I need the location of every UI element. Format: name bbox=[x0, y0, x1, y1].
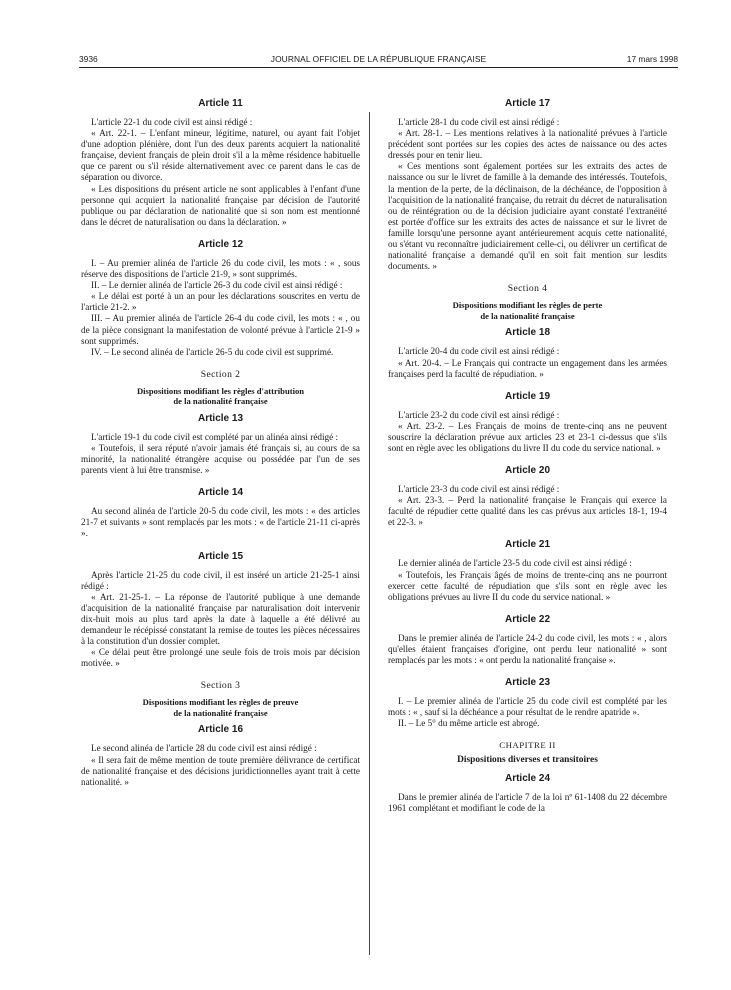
paragraph: L'article 20-4 du code civil est ainsi rédigé : bbox=[398, 346, 560, 357]
article-14 bbox=[81, 487, 360, 539]
left-column bbox=[81, 98, 360, 799]
chapter-label: CHAPITRE II bbox=[499, 740, 556, 751]
article-title: Article 15 bbox=[197, 550, 244, 562]
section-title bbox=[81, 697, 360, 718]
article-15 bbox=[81, 551, 360, 670]
article-title: Article 18 bbox=[504, 327, 551, 339]
paragraph: L'article 22-1 du code civil est ainsi rédigé : bbox=[91, 117, 253, 127]
article-title: Article 24 bbox=[504, 772, 551, 784]
paragraph: Le dernier alinéa de l'article 23-5 du code civil est ainsi rédigé : bbox=[398, 558, 632, 569]
section-title-line: Dispositions modifiant les règles d'attribution bbox=[136, 385, 305, 396]
page-number: 3936 bbox=[79, 54, 98, 64]
paragraph: Au second alinéa de l'article 20-5 du code civil, les mots : « des articles 21-7 et suivants » sont remplacés par les mots : « de l'article 21-11 ci-après ». bbox=[81, 506, 360, 539]
column-separator bbox=[369, 112, 370, 955]
article-13 bbox=[81, 413, 360, 476]
article-24 bbox=[388, 773, 667, 814]
article-20 bbox=[388, 465, 667, 528]
section-title-line: Dispositions modifiant les règles de perte bbox=[452, 300, 603, 311]
article-title: Article 16 bbox=[197, 724, 244, 736]
article-title: Article 22 bbox=[504, 613, 551, 625]
paragraph: Dans le premier alinéa de l'article 7 de la loi nº 61-1408 du 22 décembre 1961 complétant et modifiant le code de la bbox=[388, 791, 667, 813]
section-label: Section 2 bbox=[200, 368, 241, 380]
paragraph: L'article 28-1 du code civil est ainsi rédigé : bbox=[398, 117, 560, 127]
article-17 bbox=[388, 98, 667, 272]
article-11 bbox=[81, 98, 360, 228]
page-header bbox=[79, 54, 678, 68]
paragraph: « Toutefois, les Français âgés de moins de trente-cinq ans ne pourront exercer cette faculté de répudiation que s'ils sont en règle avec les obligations prévues au livre II du code du service national. » bbox=[388, 569, 667, 602]
article-title: Article 17 bbox=[504, 98, 551, 109]
journal-title: JOURNAL OFFICIEL DE LA RÉPUBLIQUE FRANÇAISE bbox=[270, 54, 487, 64]
paragraph: « Le délai est porté à un an pour les déclarations souscrites en vertu de l'article 21-2. » bbox=[81, 291, 360, 313]
section-title-line: de la nationalité française bbox=[173, 396, 268, 407]
paragraph: IV. – Le second alinéa de l'article 26-5 du code civil est supprimé. bbox=[91, 346, 334, 357]
section-label: Section 4 bbox=[507, 283, 548, 295]
paragraph: Après l'article 21-25 du code civil, il est inséré un article 21-25-1 ainsi rédigé : bbox=[81, 569, 360, 591]
paragraph: « Art. 23-3. – Perd la nationalité française le Français qui exerce la faculté de répudier cette qualité dans les cas prévus aux articles 18-1, 19-4 et 22-3. » bbox=[388, 495, 667, 528]
paragraph: « Toutefois, il sera réputé n'avoir jamais été français si, au cours de sa minorité, la nationalité étrangère acquise ou possédée par l'un de ses parents vient à lui être transmise. » bbox=[81, 442, 360, 476]
paragraph: « Art. 20-4. – Le Français qui contracte un engagement dans les armées françaises perd la faculté de répudiation. » bbox=[388, 357, 667, 379]
article-19 bbox=[388, 391, 667, 454]
paragraph: L'article 23-3 du code civil est ainsi rédigé : bbox=[398, 484, 560, 495]
paragraph: « Art. 28-1. – Les mentions relatives à la nationalité prévues à l'article précédent sont portées sur les copies des actes de naissance ou des actes dressés pour en tenir lieu. bbox=[388, 128, 667, 161]
paragraph: Le second alinéa de l'article 28 du code civil est ainsi rédigé : bbox=[91, 743, 317, 754]
article-12 bbox=[81, 239, 360, 358]
article-title: Article 11 bbox=[198, 98, 243, 109]
right-column bbox=[388, 98, 667, 825]
paragraph: « Les dispositions du présent article ne sont applicables à l'enfant d'une personne qui acquiert la nationalité française par décision de l'autorité publique ou par déclaration de nationalité que si son nom est mentionné dans le décret de naturalisation ou dans la déclaration. » bbox=[81, 183, 360, 227]
paragraph: « Ce délai peut être prolongé une seule fois de trois mois par décision motivée. » bbox=[81, 647, 360, 669]
paragraph: I. – Le premier alinéa de l'article 25 du code civil est complété par les mots : « , sauf si la déchéance a pour résultat de le rendre apatride ». bbox=[388, 696, 667, 718]
article-21 bbox=[388, 539, 667, 602]
paragraph: « Art. 22-1. – L'enfant mineur, légitime, naturel, ou ayant fait l'objet d'une adoption plénière, dont l'un des deux parents acquiert la nationalité française, devient français de plein droit s'il a la même résidence habituelle que ce parent ou s'il réside alternativement avec ce parent dans le cas de séparation ou divorce. bbox=[81, 128, 360, 183]
paragraph: « Ces mentions sont également portées sur les extraits des actes de naissance ou sur le livret de famille à la demande des intéressés. Toutefois, la mention de la perte, de la déclinaison, de la déchéance, de l'opposition à l'acquisition de la nationalité française, du retrait du décret de naturalisation ou de réintégration ou de la décision judiciaire ayant constaté l'extranéité est portée d'office sur les extraits des actes de naissance et sur le livret de famille lorsqu'une personne ayant antérieurement acquis cette nationalité, ou s'étant vu reconnaître judiciairement celle-ci, ou délivrer un certificat de nationalité française a demandé qu'il en soit fait mention sur lesdits documents. » bbox=[388, 161, 667, 272]
article-title: Article 23 bbox=[504, 677, 551, 689]
article-18 bbox=[388, 327, 667, 379]
chapter-title: Dispositions diverses et transitoires bbox=[457, 755, 598, 766]
section-title bbox=[388, 300, 667, 321]
section-label: Section 3 bbox=[200, 680, 241, 692]
paragraph: III. – Au premier alinéa de l'article 26-4 du code civil, les mots : « , ou de la pièce consignant la manifestation de volonté prévue à l'article 21-9 » sont supprimés. bbox=[81, 313, 360, 346]
paragraph: Dans le premier alinéa de l'article 24-2 du code civil, les mots : « , alors qu'elles étaient françaises d'origine, ont perdu leur nationalité » sont remplacés par les mots : « ont perdu la nationalité française ». bbox=[388, 632, 667, 665]
paragraph: II. – Le dernier alinéa de l'article 26-3 du code civil est ainsi rédigé : bbox=[91, 280, 343, 291]
article-title: Article 20 bbox=[504, 465, 551, 477]
section-title-line: de la nationalité française bbox=[173, 707, 268, 718]
paragraph: « Art. 21-25-1. – La réponse de l'autorité publique à une demande d'acquisition de la nationalité française par naturalisation doit intervenir dix-huit mois au plus tard après la date à laquelle a été délivré au demandeur le récépissé constatant la remise de toutes les pièces nécessaires à la constitution d'un dossier complet. bbox=[81, 591, 360, 647]
article-title: Article 14 bbox=[197, 487, 244, 499]
article-22 bbox=[388, 614, 667, 666]
article-title: Article 19 bbox=[504, 390, 551, 402]
article-title: Article 12 bbox=[197, 238, 244, 250]
article-16 bbox=[81, 724, 360, 787]
paragraph: L'article 19-1 du code civil est complété par un alinéa ainsi rédigé : bbox=[91, 431, 339, 442]
section-title-line: de la nationalité française bbox=[480, 310, 575, 321]
paragraph: I. – Au premier alinéa de l'article 26 du code civil, les mots : « , sous réserve des dispositions de l'article 21-9, » sont supprimés. bbox=[81, 257, 360, 280]
paragraph: « Il sera fait de même mention de toute première délivrance de certificat de nationalité française et des décisions juridictionnelles ayant trait à cette nationalité. » bbox=[81, 754, 360, 787]
article-23 bbox=[388, 677, 667, 729]
paragraph: L'article 23-2 du code civil est ainsi rédigé : bbox=[398, 409, 560, 420]
paragraph: II. – Le 5° du même article est abrogé. bbox=[398, 718, 540, 729]
paragraph: « Art. 23-2. – Les Français de moins de trente-cinq ans ne peuvent souscrire la déclaration prévue aux articles 23 et 23-1 ci-dessus que s'ils sont en règle avec les obligations du livre II du code du service national. » bbox=[388, 420, 667, 453]
section-title bbox=[81, 386, 360, 407]
publication-date: 17 mars 1998 bbox=[626, 54, 678, 64]
section-title-line: Dispositions modifiant les règles de preuve bbox=[142, 697, 299, 708]
article-title: Article 21 bbox=[504, 539, 551, 551]
header-rule bbox=[79, 67, 678, 68]
article-title: Article 13 bbox=[197, 412, 244, 424]
